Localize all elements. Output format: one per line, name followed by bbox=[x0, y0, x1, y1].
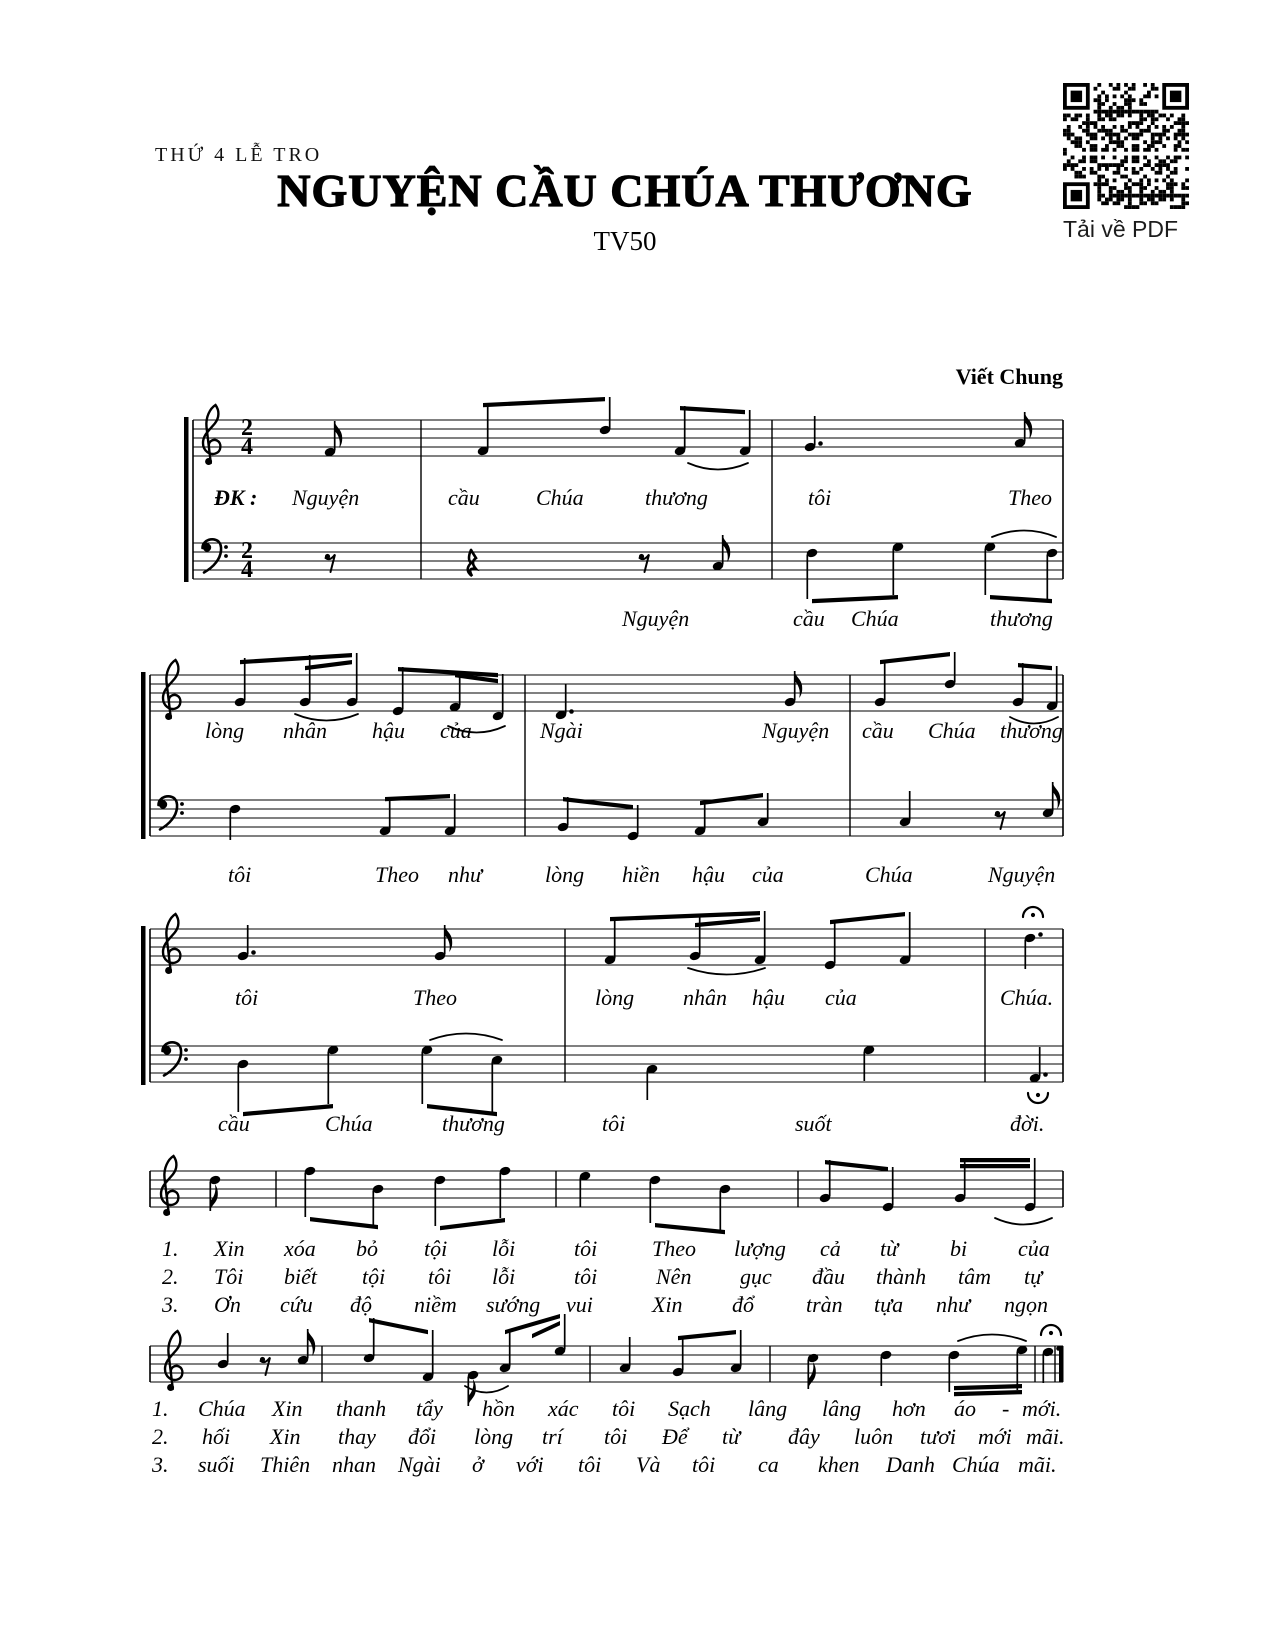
lyric-word: thay bbox=[338, 1424, 376, 1449]
subtitle: TV50 bbox=[593, 226, 657, 256]
lyric-word: Tôi bbox=[214, 1264, 244, 1289]
lyric-word: bỏ bbox=[356, 1236, 378, 1261]
lyric-word: tôi bbox=[228, 862, 252, 887]
lyric-word: từ bbox=[880, 1236, 899, 1261]
lyric-word: thành bbox=[876, 1264, 927, 1289]
lyric-word: Chúa bbox=[928, 718, 976, 743]
lyric-word: nhân bbox=[683, 985, 727, 1010]
lyric-word: cả bbox=[820, 1236, 841, 1261]
lyric-word: hậu bbox=[752, 985, 785, 1010]
lyric-word: Sạch bbox=[668, 1396, 711, 1421]
svg-text:4: 4 bbox=[241, 557, 253, 583]
lyric-word: nhan bbox=[332, 1452, 376, 1477]
lyric-word: thương bbox=[1000, 718, 1063, 743]
lyric-word: đổi bbox=[408, 1424, 437, 1449]
lyric-word: Theo bbox=[413, 985, 457, 1010]
lyric-word: Chúa bbox=[536, 485, 584, 510]
lyric-word: hồn bbox=[482, 1396, 515, 1421]
lyric-word: tràn bbox=[806, 1292, 843, 1317]
lyric-word: cầu bbox=[448, 485, 480, 510]
lyric-word: tôi bbox=[574, 1236, 598, 1261]
lyric-word: Chúa bbox=[851, 606, 899, 631]
lyric-word: của bbox=[752, 862, 784, 887]
lyric-word: Danh bbox=[886, 1452, 935, 1477]
lyric-word: tôi bbox=[808, 485, 832, 510]
lyric-word: cầu bbox=[793, 606, 825, 631]
lyric-word: áo bbox=[954, 1396, 976, 1421]
lyric-word: Chúa bbox=[198, 1396, 246, 1421]
lyric-word: Theo bbox=[1008, 485, 1052, 510]
lyric-word: Nên bbox=[656, 1264, 692, 1289]
lyric-word: Ngài bbox=[398, 1452, 441, 1477]
lyric-word: ĐK : bbox=[214, 485, 258, 510]
lyric-word: Chúa bbox=[865, 862, 913, 887]
lyric-word: 3. bbox=[152, 1452, 169, 1477]
lyric-word: Xin bbox=[272, 1396, 303, 1421]
lyric-word: đời. bbox=[1010, 1111, 1045, 1136]
lyric-word: Xin bbox=[214, 1236, 245, 1261]
lyric-word: Ơn bbox=[214, 1292, 241, 1317]
svg-text:2: 2 bbox=[241, 538, 253, 564]
lyric-word: sướng bbox=[486, 1292, 541, 1317]
lyric-word: Thiên bbox=[260, 1452, 311, 1477]
lyric-word: biết bbox=[284, 1264, 317, 1289]
lyric-word: lòng bbox=[545, 862, 585, 887]
lyric-word: nhân bbox=[283, 718, 327, 743]
svg-text:2: 2 bbox=[241, 415, 253, 441]
lyric-word: như bbox=[936, 1292, 970, 1317]
lyric-word: 2. bbox=[152, 1424, 169, 1449]
lyric-word: Nguyện bbox=[622, 606, 690, 631]
lyric-word: tựa bbox=[874, 1292, 904, 1317]
lyric-word: tôi bbox=[604, 1424, 628, 1449]
lyric-word: tôi bbox=[578, 1452, 602, 1477]
lyric-word: Theo bbox=[375, 862, 419, 887]
lyric-word: ca bbox=[758, 1452, 779, 1477]
lyric-word: suối bbox=[198, 1452, 235, 1477]
lyric-word: như bbox=[448, 862, 482, 887]
lyric-word: ngọn bbox=[1004, 1292, 1048, 1317]
lyric-word: cầu bbox=[218, 1111, 250, 1136]
lyric-word: độ bbox=[350, 1292, 372, 1317]
lyric-word: Nguyện bbox=[988, 862, 1056, 887]
lyric-word: tôi bbox=[235, 985, 259, 1010]
lyric-word: Và bbox=[636, 1452, 661, 1477]
lyric-word: tươi bbox=[920, 1424, 956, 1449]
lyric-word: của bbox=[440, 718, 472, 743]
lyric-word: 3. bbox=[162, 1292, 179, 1317]
lyric-word: Nguyện bbox=[762, 718, 830, 743]
lyric-word: với bbox=[516, 1452, 544, 1477]
lyric-word: lỗi bbox=[492, 1264, 516, 1289]
lyric-word: xóa bbox=[284, 1236, 316, 1261]
lyric-word: Theo bbox=[652, 1236, 696, 1261]
lyric-word: lượng bbox=[734, 1236, 786, 1261]
lyric-word: hối bbox=[202, 1424, 231, 1449]
lyric-word: mãi. bbox=[1018, 1452, 1057, 1477]
lyric-word: đổ bbox=[732, 1292, 754, 1317]
lyric-word: tội bbox=[424, 1236, 448, 1261]
lyric-word: hậu bbox=[692, 862, 725, 887]
lyric-word: tôi bbox=[692, 1452, 716, 1477]
lyric-word: tôi bbox=[612, 1396, 636, 1421]
lyric-word: 2. bbox=[162, 1264, 179, 1289]
lyric-word: hiền bbox=[622, 862, 660, 887]
lyric-word: từ bbox=[722, 1424, 741, 1449]
lyric-word: tự bbox=[1024, 1264, 1043, 1289]
lyric-word: Để bbox=[662, 1424, 688, 1449]
lyric-word: Xin bbox=[270, 1424, 301, 1449]
lyric-word: tội bbox=[362, 1264, 386, 1289]
lyric-word: Xin bbox=[652, 1292, 683, 1317]
lyric-word: thương bbox=[645, 485, 708, 510]
lyric-word: xác bbox=[548, 1396, 579, 1421]
lyric-word: Nguyện bbox=[292, 485, 360, 510]
lyric-word: của bbox=[825, 985, 857, 1010]
lyric-word: mãi. bbox=[1026, 1424, 1065, 1449]
lyric-word: Chúa. bbox=[1000, 985, 1054, 1010]
lyric-word: cầu bbox=[862, 718, 894, 743]
lyric-word: đầu bbox=[812, 1264, 845, 1289]
lyric-word: 1. bbox=[162, 1236, 179, 1261]
lyric-word: tẩy bbox=[416, 1396, 443, 1421]
lyric-word: Chúa bbox=[325, 1111, 373, 1136]
lyric-word: 1. bbox=[152, 1396, 169, 1421]
composer: Viết Chung bbox=[955, 364, 1063, 389]
lyric-word: lòng bbox=[474, 1424, 514, 1449]
lyric-word: luôn bbox=[854, 1424, 894, 1449]
lyric-word: suốt bbox=[795, 1111, 832, 1136]
lyric-word: của bbox=[1018, 1236, 1050, 1261]
lyric-word: mới bbox=[978, 1424, 1012, 1449]
svg-text:4: 4 bbox=[241, 434, 253, 460]
lyric-word: cứu bbox=[280, 1292, 313, 1317]
lyric-word: tôi bbox=[602, 1111, 626, 1136]
lyric-word: Ngài bbox=[540, 718, 583, 743]
lyric-word: lỗi bbox=[492, 1236, 516, 1261]
page-title: NGUYỆN CẦU CHÚA THƯƠNG bbox=[277, 165, 973, 216]
lyric-word: mới. bbox=[1022, 1396, 1062, 1421]
qr-label[interactable]: Tải về PDF bbox=[1063, 216, 1179, 242]
lyric-word: hơn bbox=[892, 1396, 926, 1421]
lyric-word: gục bbox=[740, 1264, 772, 1289]
lyric-word: lòng bbox=[595, 985, 635, 1010]
lyric-word: tôi bbox=[574, 1264, 598, 1289]
lyric-word: vui bbox=[566, 1292, 593, 1317]
lyric-word: bi bbox=[950, 1236, 968, 1261]
lyric-word: lâng bbox=[822, 1396, 862, 1421]
lyric-word: lâng bbox=[748, 1396, 788, 1421]
occasion-label: THỨ 4 LỄ TRO bbox=[155, 144, 323, 166]
lyric-word: khen bbox=[818, 1452, 860, 1477]
lyric-word: - bbox=[1002, 1396, 1010, 1421]
lyric-word: đây bbox=[788, 1424, 820, 1449]
lyric-word: ở bbox=[472, 1452, 484, 1477]
lyric-word: tâm bbox=[958, 1264, 991, 1289]
lyric-word: tôi bbox=[428, 1264, 452, 1289]
lyric-word: lòng bbox=[205, 718, 245, 743]
lyric-word: trí bbox=[542, 1424, 563, 1449]
lyric-word: niềm bbox=[414, 1292, 457, 1317]
lyric-word: Chúa bbox=[952, 1452, 1000, 1477]
lyric-word: thanh bbox=[336, 1396, 387, 1421]
lyric-word: thương bbox=[442, 1111, 505, 1136]
lyric-word: thương bbox=[990, 606, 1053, 631]
lyric-word: hậu bbox=[372, 718, 405, 743]
